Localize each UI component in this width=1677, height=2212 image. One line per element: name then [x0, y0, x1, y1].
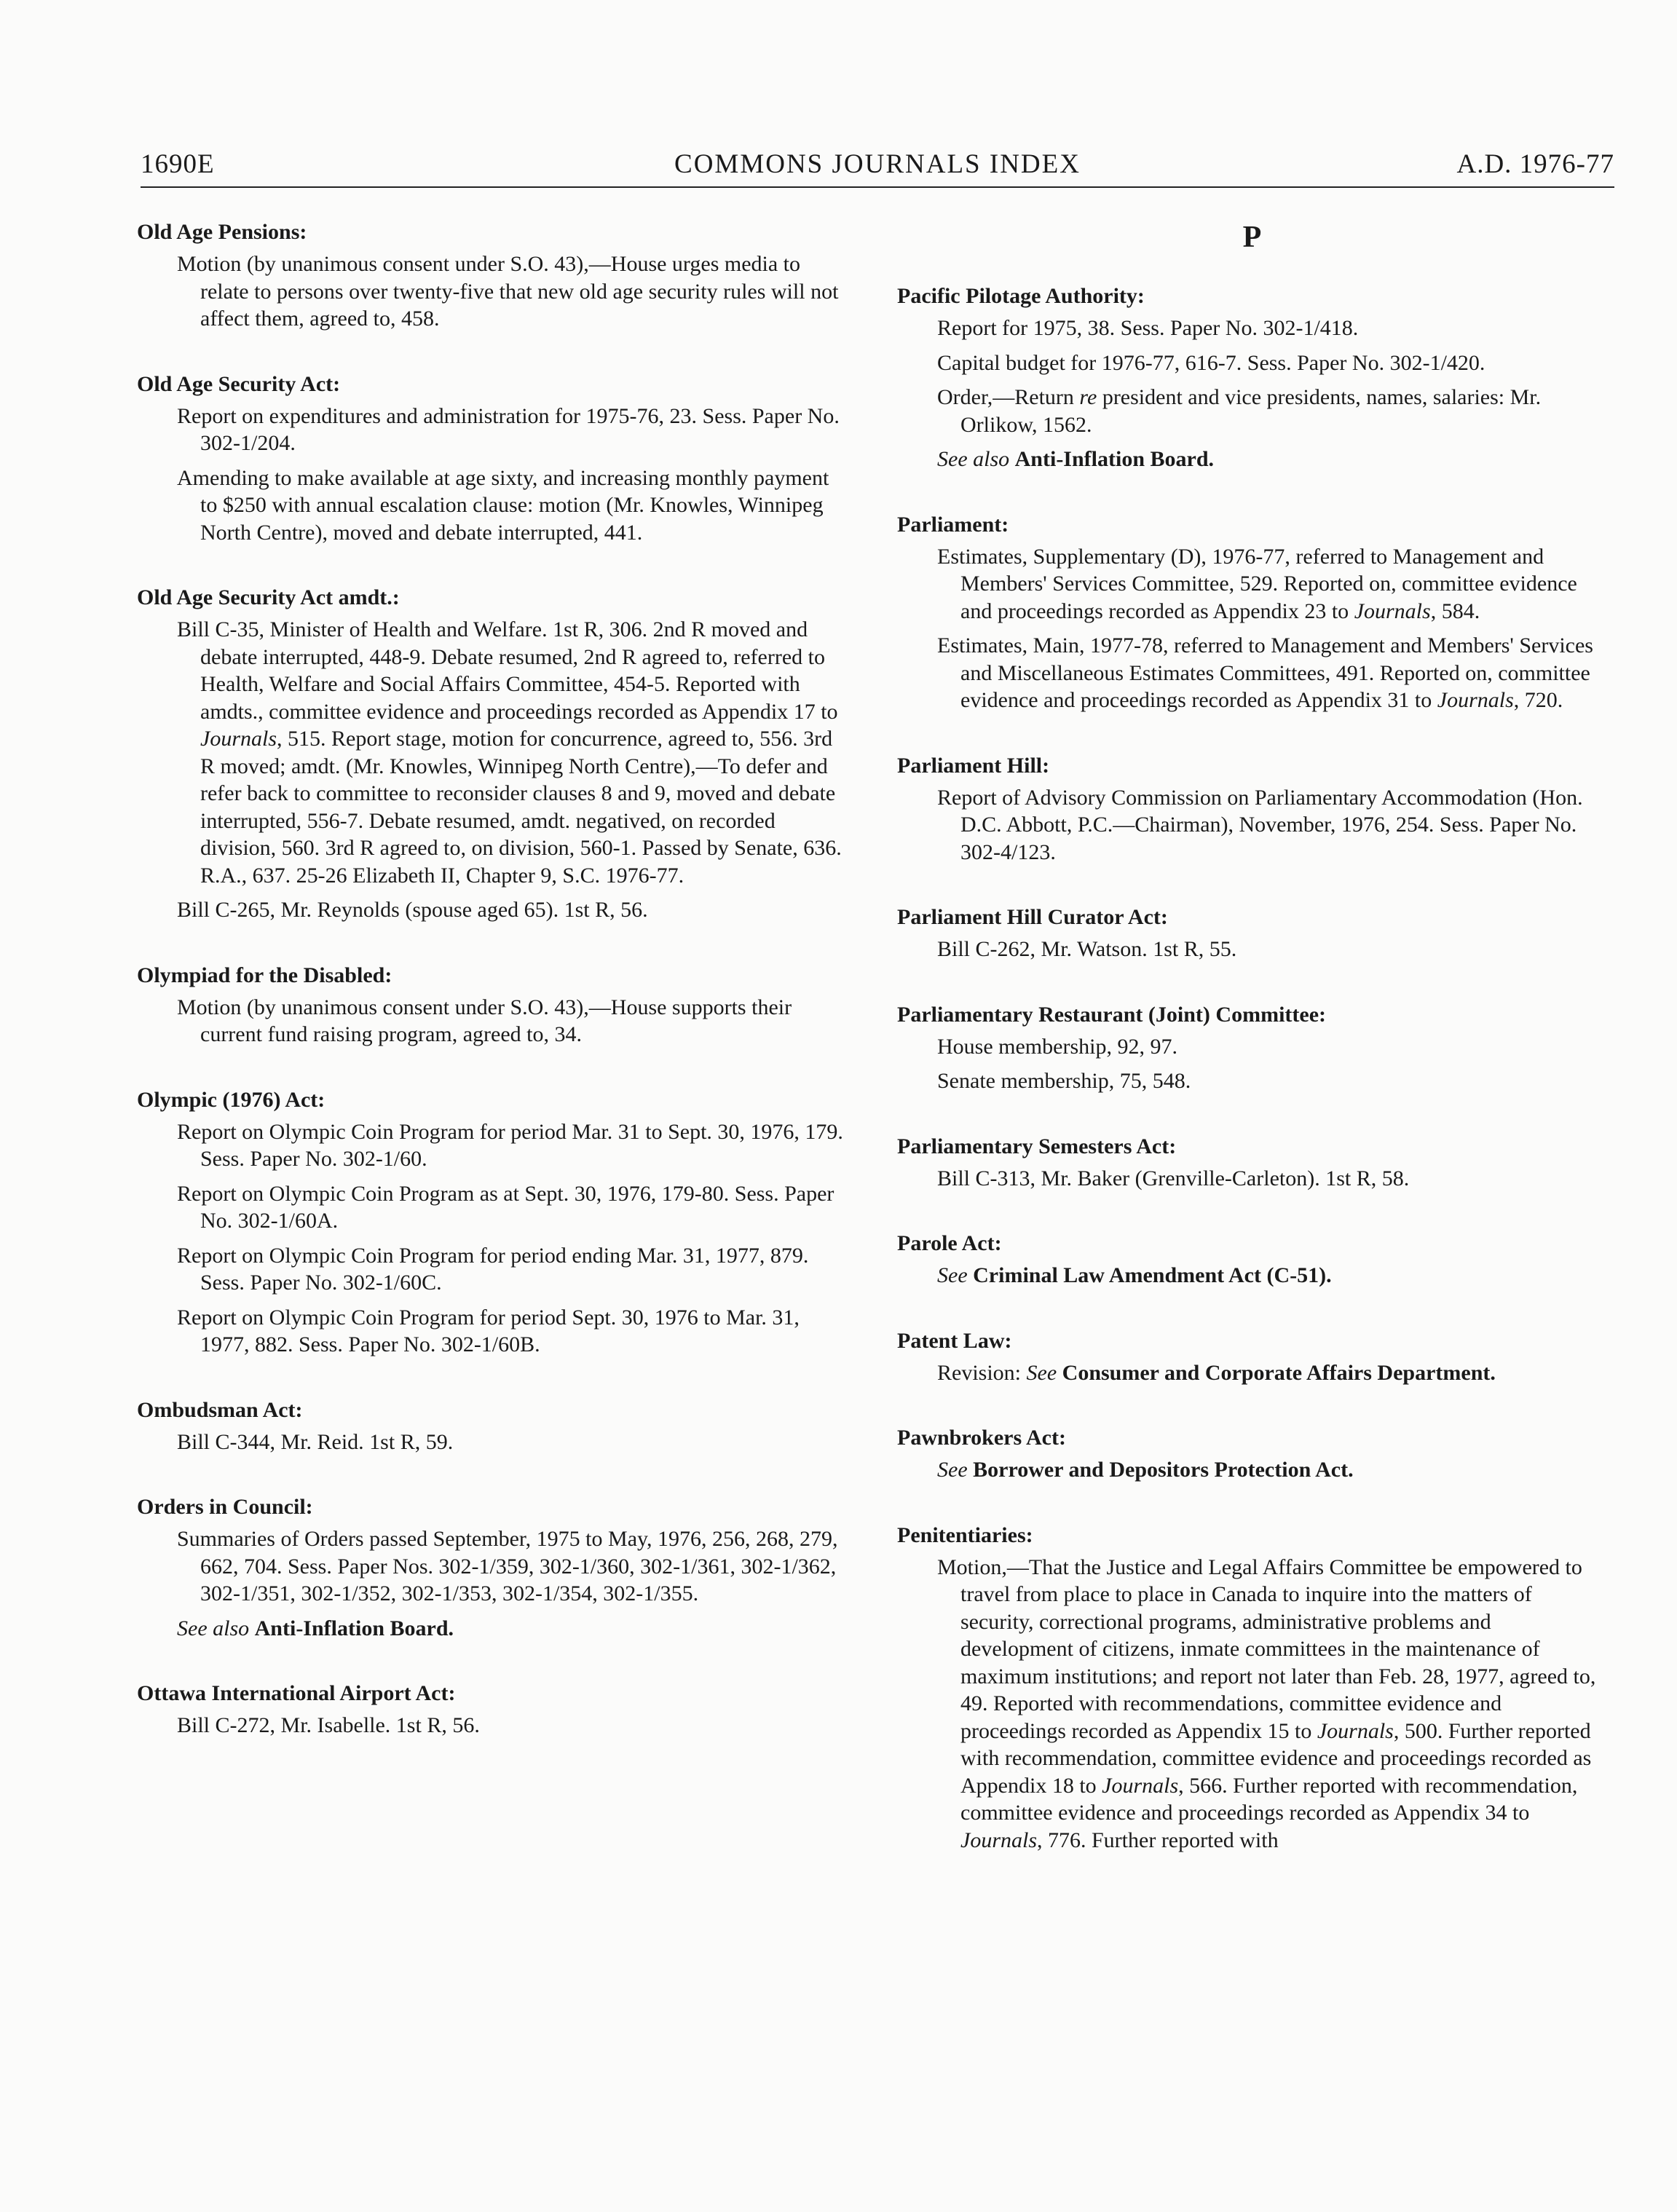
page-header [141, 143, 1614, 188]
see-also-target: Borrower and Depositors Protection Act. [973, 1458, 1354, 1482]
entry-item: Bill C-313, Mr. Baker (Grenville-Carleton). 1st R, 58. [937, 1166, 1410, 1190]
entry-item: Bill C-272, Mr. Isabelle. 1st R, 56. [177, 1713, 480, 1737]
entry-item: Order,—Return re president and vice presidents, names, salaries: Mr. Orlikow, 1562. [937, 385, 1542, 437]
entry-heading: Old Age Security Act: [137, 371, 341, 396]
entry-heading: Parliamentary Semesters Act: [897, 1134, 1177, 1158]
entry-item: Amending to make available at age sixty, and increasing monthly payment to $250 with annual escalation clause: motion (Mr. Knowles, Winnipeg North Centre), moved and debate interrupted, 441. [177, 465, 829, 545]
entry-item: Report on Olympic Coin Program for period Sept. 30, 1976 to Mar. 31, 1977, 882. Sess. Paper No. 302-1/60B. [177, 1305, 800, 1356]
entry-item: Estimates, Main, 1977-78, referred to Management and Members' Services and Miscellaneous Estimates Committees, 491. Reported on, committee evidence and proceedings recorded as Appendix 31 to Journals, 720. [937, 633, 1593, 712]
section-letter: P [1242, 221, 1262, 254]
entry-heading: Parliament: [897, 512, 1009, 537]
entry-item: Capital budget for 1976-77, 616-7. Sess. Paper No. 302-1/420. [937, 350, 1485, 375]
see-also-target: Consumer and Corporate Affairs Department. [1062, 1360, 1496, 1385]
entry-item: Motion (by unanimous consent under S.O. 43),—House supports their current fund raising program, agreed to, 34. [177, 995, 792, 1046]
index-entry [897, 1424, 1607, 1484]
see-also-prefix: See also [937, 447, 1010, 471]
index-entry [137, 218, 847, 333]
right-column [897, 218, 1607, 1892]
index-entry [897, 511, 1607, 714]
entry-item: Motion (by unanimous consent under S.O. 43),—House urges media to relate to persons over twenty-five that new old age security rules will not affect them, agreed to, 458. [177, 252, 839, 331]
entry-item: Bill C-35, Minister of Health and Welfare. 1st R, 306. 2nd R moved and debate interrupted, 448-9. Debate resumed, 2nd R agreed to, referred to Health, Welfare and Social Affairs Committee, 454-5. Reported with amdts., committee evidence and proceedings recorded as Appendix 17 to Journals, 515. Report stage, motion for concurrence, agreed to, 556. 3rd R moved; amdt. (Mr. Knowles, Winnipeg North Centre),—To defer and refer back to committee to reconsider clauses 8 and 9, moved and debate interrupted, 556-7. Debate resumed, amdt. negatived, on recorded division, 560. 3rd R agreed to, on division, 560-1. Passed by Senate, 636. R.A., 637. 25-26 Elizabeth II, Chapter 9, S.C. 1976-77. [177, 617, 842, 888]
entry-item: Report on Olympic Coin Program for period Mar. 31 to Sept. 30, 1976, 179. Sess. Paper No. 302-1/60. [177, 1119, 843, 1171]
entry-heading: Penitentiaries: [897, 1522, 1033, 1547]
see-also-reference [137, 1615, 847, 1643]
entry-item: Bill C-344, Mr. Reid. 1st R, 59. [177, 1429, 454, 1454]
entry-heading: Olympic (1976) Act: [137, 1087, 325, 1112]
index-entry [897, 283, 1607, 473]
entry-item: Bill C-265, Mr. Reynolds (spouse aged 65). 1st R, 56. [177, 898, 648, 922]
index-entry [137, 1397, 847, 1456]
index-entry [897, 1522, 1607, 1854]
index-entry [897, 1230, 1607, 1289]
index-entry [137, 1680, 847, 1739]
entry-heading: Parliament Hill: [897, 753, 1050, 778]
entry-heading: Ottawa International Airport Act: [137, 1681, 456, 1705]
entry-heading: Old Age Pensions: [137, 220, 307, 244]
entry-heading: Orders in Council: [137, 1495, 313, 1519]
page-title: COMMONS JOURNALS INDEX [674, 149, 1081, 179]
entry-item: Report of Advisory Commission on Parliamentary Accommodation (Hon. D.C. Abbott, P.C.—Chairman), November, 1976, 254. Sess. Paper No. 302-4/123. [937, 785, 1583, 864]
entry-item: House membership, 92, 97. [937, 1034, 1177, 1059]
entry-item: Report for 1975, 38. Sess. Paper No. 302-1/418. [937, 316, 1359, 340]
see-also-target: Anti-Inflation Board. [254, 1616, 454, 1640]
see-also-prefix: Revision: See [937, 1360, 1057, 1385]
see-also-prefix: See also [177, 1616, 250, 1640]
entry-heading: Pawnbrokers Act: [897, 1426, 1066, 1450]
entry-heading: Ombudsman Act: [137, 1397, 303, 1422]
index-entry [137, 584, 847, 924]
see-also-prefix: See [937, 1263, 968, 1287]
index-entry [137, 1086, 847, 1359]
entry-item: Report on Olympic Coin Program for period ending Mar. 31, 1977, 879. Sess. Paper No. 302-1/60C. [177, 1243, 809, 1295]
index-entry [897, 904, 1607, 963]
entry-item: Report on expenditures and administration for 1975-76, 23. Sess. Paper No. 302-1/204. [177, 403, 840, 455]
entry-item: Bill C-262, Mr. Watson. 1st R, 55. [937, 937, 1237, 961]
entry-item: Motion,—That the Justice and Legal Affairs Committee be empowered to travel from place to place in Canada to inquire into the matters of security, correctional programs, administrative problems and development of citizens, inmate committees in the maintenance of maximum institutions; and report not later than Feb. 28, 1977, agreed to, 49. Reported with recommendations, committee evidence and proceedings recorded as Appendix 15 to Journals, 500. Further reported with recommendation, committee evidence and proceedings recorded as Appendix 18 to Journals, 566. Further reported with recommendation, committee evidence and proceedings recorded as Appendix 34 to Journals, 776. Further reported with [937, 1555, 1596, 1852]
entry-heading: Parole Act: [897, 1231, 1002, 1255]
index-entry [137, 1493, 847, 1642]
entry-heading: Olympiad for the Disabled: [137, 963, 392, 987]
left-column [137, 218, 847, 1777]
see-also-reference [897, 446, 1607, 473]
index-entry [897, 752, 1607, 866]
entry-heading: Pacific Pilotage Authority: [897, 284, 1145, 308]
index-entry [897, 1327, 1607, 1387]
entry-heading: Old Age Security Act amdt.: [137, 585, 400, 609]
entry-item: Report on Olympic Coin Program as at Sept. 30, 1976, 179-80. Sess. Paper No. 302-1/60A. [177, 1181, 834, 1233]
index-entry [137, 371, 847, 547]
entry-item: Estimates, Supplementary (D), 1976-77, referred to Management and Members' Services Committee, 529. Reported on, committee evidence and proceedings recorded as Appendix 23 to Journals, 584. [937, 544, 1577, 623]
entry-heading: Parliament Hill Curator Act: [897, 905, 1168, 929]
page-year: A.D. 1976-77 [1456, 149, 1614, 179]
see-also-reference [897, 1262, 1607, 1289]
index-entry [137, 962, 847, 1048]
see-also-target: Criminal Law Amendment Act (C-51). [973, 1263, 1332, 1287]
see-also-target: Anti-Inflation Board. [1014, 447, 1215, 471]
see-also-reference [897, 1359, 1607, 1387]
index-entry [897, 1001, 1607, 1095]
entry-item: Summaries of Orders passed September, 1975 to May, 1976, 256, 268, 279, 662, 704. Sess. Paper Nos. 302-1/359, 302-1/360, 302-1/361, 302-1/362, 302-1/351, 302-1/352, 302-1/353, 302-1/354, 302-1/355. [177, 1527, 838, 1605]
entry-heading: Parliamentary Restaurant (Joint) Committee: [897, 1002, 1326, 1027]
see-also-prefix: See [937, 1458, 968, 1482]
entry-item: Senate membership, 75, 548. [937, 1069, 1191, 1093]
see-also-reference [897, 1456, 1607, 1484]
entry-heading: Patent Law: [897, 1328, 1012, 1353]
index-entry [897, 1133, 1607, 1193]
page-number: 1690E [141, 149, 215, 179]
